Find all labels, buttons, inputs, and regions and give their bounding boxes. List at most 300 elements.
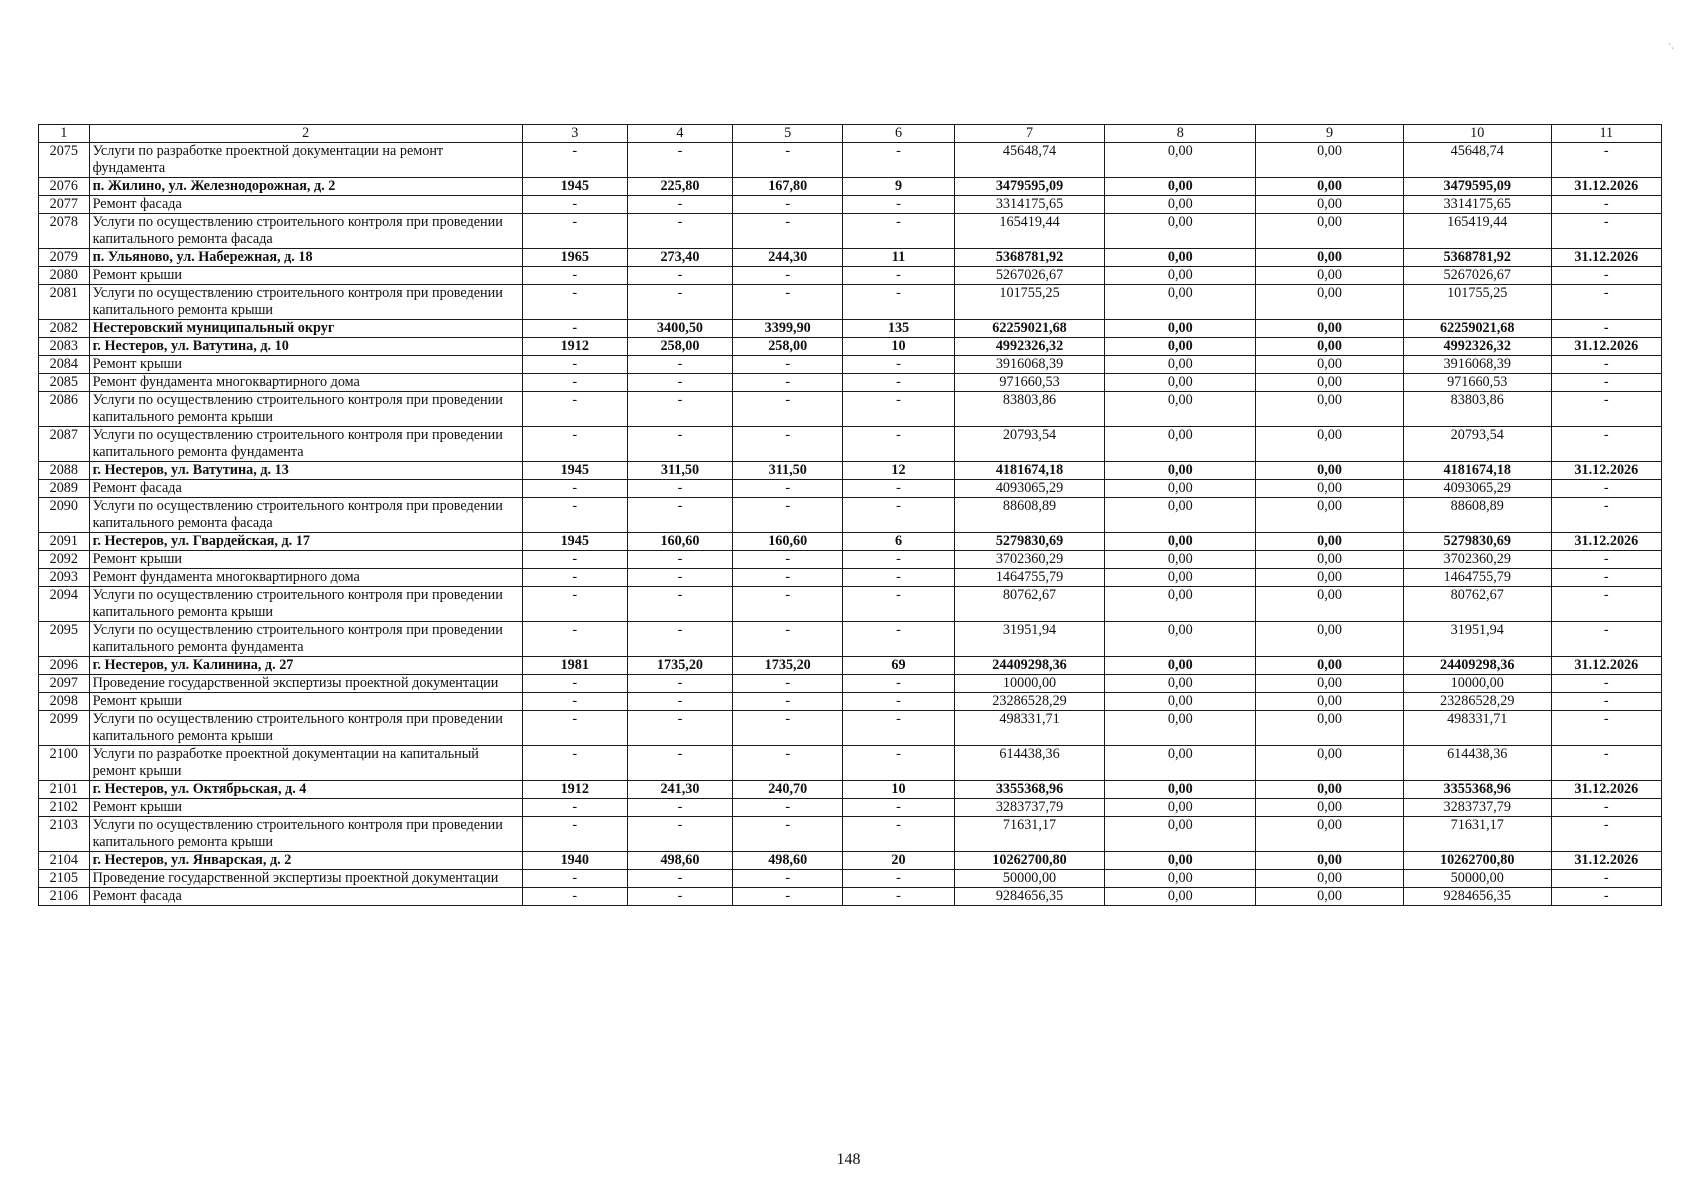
col-8-cell: 0,00 — [1105, 480, 1256, 498]
table-row — [39, 693, 1662, 711]
col-3-cell: - — [522, 285, 627, 320]
col-8-cell: 0,00 — [1105, 888, 1256, 906]
col-10-cell: 101755,25 — [1403, 285, 1551, 320]
col-11-cell: - — [1551, 498, 1661, 533]
col-5-cell: - — [733, 427, 843, 462]
table-row — [39, 498, 1662, 533]
col-3-cell: - — [522, 870, 627, 888]
col-10-cell: 62259021,68 — [1403, 320, 1551, 338]
col-5-cell: - — [733, 498, 843, 533]
col-6-cell: - — [843, 356, 954, 374]
table-row — [39, 356, 1662, 374]
column-header: 2 — [89, 125, 522, 143]
col-6-cell: - — [843, 196, 954, 214]
col-7-cell: 9284656,35 — [954, 888, 1105, 906]
col-3-cell: - — [522, 392, 627, 427]
col-10-cell: 10000,00 — [1403, 675, 1551, 693]
col-8-cell: 0,00 — [1105, 285, 1256, 320]
column-header: 11 — [1551, 125, 1661, 143]
col-9-cell: 0,00 — [1256, 143, 1404, 178]
column-header: 1 — [39, 125, 90, 143]
col-7-cell: 3916068,39 — [954, 356, 1105, 374]
col-3-cell: - — [522, 693, 627, 711]
table-row-object — [39, 320, 1662, 338]
row-name: Ремонт крыши — [89, 799, 522, 817]
col-9-cell: 0,00 — [1256, 480, 1404, 498]
col-6-cell: - — [843, 427, 954, 462]
col-11-cell: 31.12.2026 — [1551, 781, 1661, 799]
col-5-cell: - — [733, 392, 843, 427]
col-3-cell: - — [522, 320, 627, 338]
col-9-cell: 0,00 — [1256, 551, 1404, 569]
row-name: Проведение государственной экспертизы проектной документации — [89, 870, 522, 888]
col-7-cell: 62259021,68 — [954, 320, 1105, 338]
col-8-cell: 0,00 — [1105, 587, 1256, 622]
col-6-cell: - — [843, 267, 954, 285]
col-8-cell: 0,00 — [1105, 374, 1256, 392]
row-name: Ремонт крыши — [89, 551, 522, 569]
col-8-cell: 0,00 — [1105, 711, 1256, 746]
table-row — [39, 214, 1662, 249]
table-row — [39, 711, 1662, 746]
col-10-cell: 83803,86 — [1403, 392, 1551, 427]
col-10-cell: 71631,17 — [1403, 817, 1551, 852]
col-9-cell: 0,00 — [1256, 569, 1404, 587]
col-10-cell: 3314175,65 — [1403, 196, 1551, 214]
col-4-cell: - — [627, 675, 732, 693]
col-6-cell: - — [843, 143, 954, 178]
table-row — [39, 870, 1662, 888]
col-9-cell: 0,00 — [1256, 392, 1404, 427]
row-number: 2086 — [39, 392, 90, 427]
col-4-cell: - — [627, 285, 732, 320]
col-10-cell: 3702360,29 — [1403, 551, 1551, 569]
col-7-cell: 3283737,79 — [954, 799, 1105, 817]
col-4-cell: - — [627, 214, 732, 249]
table-row — [39, 392, 1662, 427]
column-header: 6 — [843, 125, 954, 143]
col-3-cell: - — [522, 214, 627, 249]
col-11-cell: - — [1551, 622, 1661, 657]
row-number: 2099 — [39, 711, 90, 746]
table-row — [39, 267, 1662, 285]
col-11-cell: - — [1551, 799, 1661, 817]
col-5-cell: - — [733, 374, 843, 392]
col-10-cell: 50000,00 — [1403, 870, 1551, 888]
col-3-cell: 1912 — [522, 781, 627, 799]
col-7-cell: 80762,67 — [954, 587, 1105, 622]
col-5-cell: - — [733, 587, 843, 622]
row-name: Услуги по разработке проектной документации на капитальный ремонт крыши — [89, 746, 522, 781]
col-9-cell: 0,00 — [1256, 711, 1404, 746]
col-11-cell: - — [1551, 214, 1661, 249]
col-4-cell: - — [627, 196, 732, 214]
col-9-cell: 0,00 — [1256, 320, 1404, 338]
col-9-cell: 0,00 — [1256, 622, 1404, 657]
row-name: г. Нестеров, ул. Ватутина, д. 10 — [89, 338, 522, 356]
col-9-cell: 0,00 — [1256, 781, 1404, 799]
col-10-cell: 165419,44 — [1403, 214, 1551, 249]
row-number: 2089 — [39, 480, 90, 498]
col-4-cell: - — [627, 569, 732, 587]
row-number: 2088 — [39, 462, 90, 480]
table-row — [39, 143, 1662, 178]
col-8-cell: 0,00 — [1105, 214, 1256, 249]
table-row — [39, 587, 1662, 622]
col-10-cell: 88608,89 — [1403, 498, 1551, 533]
col-6-cell: 135 — [843, 320, 954, 338]
col-10-cell: 45648,74 — [1403, 143, 1551, 178]
col-6-cell: - — [843, 214, 954, 249]
col-6-cell: 9 — [843, 178, 954, 196]
col-11-cell: 31.12.2026 — [1551, 178, 1661, 196]
col-5-cell: - — [733, 711, 843, 746]
col-4-cell: 160,60 — [627, 533, 732, 551]
col-11-cell: - — [1551, 746, 1661, 781]
col-4-cell: 1735,20 — [627, 657, 732, 675]
col-9-cell: 0,00 — [1256, 178, 1404, 196]
col-4-cell: - — [627, 817, 732, 852]
col-8-cell: 0,00 — [1105, 657, 1256, 675]
row-name: Услуги по осуществлению строительного контроля при проведении капитального ремонта фасада — [89, 498, 522, 533]
col-7-cell: 50000,00 — [954, 870, 1105, 888]
col-5-cell: 240,70 — [733, 781, 843, 799]
col-8-cell: 0,00 — [1105, 799, 1256, 817]
col-4-cell: 498,60 — [627, 852, 732, 870]
col-6-cell: - — [843, 799, 954, 817]
col-9-cell: 0,00 — [1256, 285, 1404, 320]
col-3-cell: 1945 — [522, 178, 627, 196]
row-name: Услуги по осуществлению строительного контроля при проведении капитального ремонта фасада — [89, 214, 522, 249]
col-6-cell: - — [843, 675, 954, 693]
col-5-cell: 1735,20 — [733, 657, 843, 675]
col-8-cell: 0,00 — [1105, 392, 1256, 427]
col-9-cell: 0,00 — [1256, 196, 1404, 214]
column-header: 8 — [1105, 125, 1256, 143]
col-3-cell: 1912 — [522, 338, 627, 356]
col-6-cell: 20 — [843, 852, 954, 870]
col-5-cell: 258,00 — [733, 338, 843, 356]
table-row — [39, 427, 1662, 462]
row-number: 2079 — [39, 249, 90, 267]
col-7-cell: 614438,36 — [954, 746, 1105, 781]
col-5-cell: 160,60 — [733, 533, 843, 551]
col-10-cell: 3479595,09 — [1403, 178, 1551, 196]
col-8-cell: 0,00 — [1105, 569, 1256, 587]
col-5-cell: - — [733, 746, 843, 781]
col-8-cell: 0,00 — [1105, 817, 1256, 852]
col-3-cell: - — [522, 569, 627, 587]
col-4-cell: - — [627, 267, 732, 285]
table-row — [39, 551, 1662, 569]
col-8-cell: 0,00 — [1105, 143, 1256, 178]
row-number: 2095 — [39, 622, 90, 657]
col-10-cell: 5368781,92 — [1403, 249, 1551, 267]
row-number: 2093 — [39, 569, 90, 587]
col-11-cell: - — [1551, 427, 1661, 462]
row-name: п. Ульяново, ул. Набережная, д. 18 — [89, 249, 522, 267]
table-row-object — [39, 781, 1662, 799]
col-6-cell: - — [843, 392, 954, 427]
col-5-cell: - — [733, 569, 843, 587]
col-4-cell: - — [627, 799, 732, 817]
col-6-cell: - — [843, 587, 954, 622]
col-8-cell: 0,00 — [1105, 870, 1256, 888]
col-4-cell: - — [627, 693, 732, 711]
column-header: 5 — [733, 125, 843, 143]
col-4-cell: 3400,50 — [627, 320, 732, 338]
col-7-cell: 31951,94 — [954, 622, 1105, 657]
col-4-cell: - — [627, 746, 732, 781]
col-7-cell: 498331,71 — [954, 711, 1105, 746]
col-7-cell: 5267026,67 — [954, 267, 1105, 285]
col-10-cell: 614438,36 — [1403, 746, 1551, 781]
col-6-cell: - — [843, 374, 954, 392]
row-number: 2098 — [39, 693, 90, 711]
col-9-cell: 0,00 — [1256, 338, 1404, 356]
col-8-cell: 0,00 — [1105, 746, 1256, 781]
col-11-cell: - — [1551, 285, 1661, 320]
column-number-row — [39, 125, 1662, 143]
scan-speck: ˋ˴ — [1668, 42, 1674, 52]
row-number: 2106 — [39, 888, 90, 906]
col-11-cell: - — [1551, 374, 1661, 392]
col-3-cell: - — [522, 143, 627, 178]
col-9-cell: 0,00 — [1256, 746, 1404, 781]
col-8-cell: 0,00 — [1105, 320, 1256, 338]
col-5-cell: - — [733, 285, 843, 320]
row-name: г. Нестеров, ул. Калинина, д. 27 — [89, 657, 522, 675]
col-3-cell: - — [522, 817, 627, 852]
col-6-cell: - — [843, 622, 954, 657]
col-9-cell: 0,00 — [1256, 267, 1404, 285]
col-3-cell: 1945 — [522, 533, 627, 551]
col-3-cell: - — [522, 551, 627, 569]
col-7-cell: 23286528,29 — [954, 693, 1105, 711]
col-11-cell: - — [1551, 392, 1661, 427]
col-7-cell: 71631,17 — [954, 817, 1105, 852]
col-6-cell: - — [843, 870, 954, 888]
col-5-cell: - — [733, 817, 843, 852]
table-row-object — [39, 178, 1662, 196]
col-6-cell: 11 — [843, 249, 954, 267]
col-6-cell: - — [843, 746, 954, 781]
row-name: Услуги по осуществлению строительного контроля при проведении капитального ремонта крыши — [89, 817, 522, 852]
col-11-cell: - — [1551, 870, 1661, 888]
register-rows — [39, 143, 1662, 906]
col-11-cell: - — [1551, 888, 1661, 906]
col-11-cell: - — [1551, 480, 1661, 498]
col-7-cell: 3702360,29 — [954, 551, 1105, 569]
col-7-cell: 10000,00 — [954, 675, 1105, 693]
col-6-cell: 12 — [843, 462, 954, 480]
col-6-cell: 10 — [843, 781, 954, 799]
table-row — [39, 817, 1662, 852]
table-row-object — [39, 249, 1662, 267]
col-6-cell: - — [843, 285, 954, 320]
col-4-cell: - — [627, 392, 732, 427]
row-name: Услуги по осуществлению строительного контроля при проведении капитального ремонта крыши — [89, 392, 522, 427]
col-3-cell: - — [522, 480, 627, 498]
col-9-cell: 0,00 — [1256, 587, 1404, 622]
col-11-cell: - — [1551, 267, 1661, 285]
row-number: 2103 — [39, 817, 90, 852]
col-10-cell: 3916068,39 — [1403, 356, 1551, 374]
col-11-cell: 31.12.2026 — [1551, 338, 1661, 356]
row-number: 2084 — [39, 356, 90, 374]
col-9-cell: 0,00 — [1256, 657, 1404, 675]
col-8-cell: 0,00 — [1105, 267, 1256, 285]
column-header: 9 — [1256, 125, 1404, 143]
register-sheet — [38, 124, 1662, 906]
col-4-cell: 225,80 — [627, 178, 732, 196]
col-10-cell: 5279830,69 — [1403, 533, 1551, 551]
col-7-cell: 10262700,80 — [954, 852, 1105, 870]
col-5-cell: 3399,90 — [733, 320, 843, 338]
page-number: 148 — [836, 1151, 861, 1168]
col-11-cell: - — [1551, 817, 1661, 852]
col-7-cell: 5368781,92 — [954, 249, 1105, 267]
col-4-cell: - — [627, 374, 732, 392]
row-name: Ремонт крыши — [89, 267, 522, 285]
row-name: Услуги по осуществлению строительного контроля при проведении капитального ремонта крыши — [89, 285, 522, 320]
col-7-cell: 24409298,36 — [954, 657, 1105, 675]
col-5-cell: - — [733, 551, 843, 569]
col-5-cell: - — [733, 675, 843, 693]
col-7-cell: 5279830,69 — [954, 533, 1105, 551]
row-name: Ремонт фасада — [89, 196, 522, 214]
col-3-cell: - — [522, 746, 627, 781]
col-10-cell: 24409298,36 — [1403, 657, 1551, 675]
row-number: 2104 — [39, 852, 90, 870]
col-9-cell: 0,00 — [1256, 870, 1404, 888]
col-7-cell: 165419,44 — [954, 214, 1105, 249]
col-3-cell: - — [522, 799, 627, 817]
row-name: г. Нестеров, ул. Ватутина, д. 13 — [89, 462, 522, 480]
row-number: 2085 — [39, 374, 90, 392]
table-row — [39, 888, 1662, 906]
register-table — [38, 124, 1662, 906]
row-name: Услуги по осуществлению строительного контроля при проведении капитального ремонта фундамента — [89, 427, 522, 462]
col-10-cell: 4093065,29 — [1403, 480, 1551, 498]
col-3-cell: - — [522, 356, 627, 374]
col-11-cell: - — [1551, 356, 1661, 374]
col-4-cell: - — [627, 870, 732, 888]
col-5-cell: 311,50 — [733, 462, 843, 480]
col-11-cell: 31.12.2026 — [1551, 462, 1661, 480]
col-8-cell: 0,00 — [1105, 533, 1256, 551]
row-number: 2097 — [39, 675, 90, 693]
col-11-cell: - — [1551, 675, 1661, 693]
col-5-cell: - — [733, 196, 843, 214]
col-7-cell: 4992326,32 — [954, 338, 1105, 356]
col-9-cell: 0,00 — [1256, 356, 1404, 374]
row-number: 2080 — [39, 267, 90, 285]
row-number: 2090 — [39, 498, 90, 533]
col-8-cell: 0,00 — [1105, 178, 1256, 196]
col-10-cell: 3283737,79 — [1403, 799, 1551, 817]
table-row-object — [39, 657, 1662, 675]
col-3-cell: - — [522, 587, 627, 622]
col-7-cell: 4181674,18 — [954, 462, 1105, 480]
row-name: Услуги по осуществлению строительного контроля при проведении капитального ремонта крыши — [89, 587, 522, 622]
col-9-cell: 0,00 — [1256, 533, 1404, 551]
col-11-cell: - — [1551, 320, 1661, 338]
col-5-cell: 244,30 — [733, 249, 843, 267]
col-9-cell: 0,00 — [1256, 852, 1404, 870]
col-11-cell: - — [1551, 551, 1661, 569]
row-number: 2096 — [39, 657, 90, 675]
col-3-cell: 1945 — [522, 462, 627, 480]
row-number: 2101 — [39, 781, 90, 799]
table-row-object — [39, 533, 1662, 551]
col-10-cell: 10262700,80 — [1403, 852, 1551, 870]
col-4-cell: 273,40 — [627, 249, 732, 267]
col-8-cell: 0,00 — [1105, 462, 1256, 480]
col-6-cell: - — [843, 693, 954, 711]
row-name: Ремонт крыши — [89, 356, 522, 374]
col-5-cell: - — [733, 356, 843, 374]
col-7-cell: 20793,54 — [954, 427, 1105, 462]
col-11-cell: 31.12.2026 — [1551, 533, 1661, 551]
row-number: 2105 — [39, 870, 90, 888]
col-6-cell: 10 — [843, 338, 954, 356]
col-5-cell: - — [733, 888, 843, 906]
col-11-cell: 31.12.2026 — [1551, 249, 1661, 267]
col-6-cell: - — [843, 551, 954, 569]
col-5-cell: - — [733, 693, 843, 711]
col-6-cell: - — [843, 480, 954, 498]
col-7-cell: 4093065,29 — [954, 480, 1105, 498]
col-9-cell: 0,00 — [1256, 214, 1404, 249]
row-name: Услуги по разработке проектной документации на ремонт фундамента — [89, 143, 522, 178]
col-10-cell: 80762,67 — [1403, 587, 1551, 622]
col-10-cell: 20793,54 — [1403, 427, 1551, 462]
column-header: 3 — [522, 125, 627, 143]
col-4-cell: 258,00 — [627, 338, 732, 356]
col-8-cell: 0,00 — [1105, 338, 1256, 356]
col-6-cell: - — [843, 569, 954, 587]
row-name: Проведение государственной экспертизы проектной документации — [89, 675, 522, 693]
col-11-cell: - — [1551, 569, 1661, 587]
row-number: 2076 — [39, 178, 90, 196]
column-header: 7 — [954, 125, 1105, 143]
col-5-cell: - — [733, 143, 843, 178]
col-9-cell: 0,00 — [1256, 249, 1404, 267]
col-3-cell: - — [522, 622, 627, 657]
col-7-cell: 971660,53 — [954, 374, 1105, 392]
col-6-cell: - — [843, 817, 954, 852]
col-4-cell: 311,50 — [627, 462, 732, 480]
col-8-cell: 0,00 — [1105, 427, 1256, 462]
col-11-cell: 31.12.2026 — [1551, 657, 1661, 675]
col-9-cell: 0,00 — [1256, 427, 1404, 462]
row-name: Ремонт фундамента многоквартирного дома — [89, 569, 522, 587]
row-number: 2082 — [39, 320, 90, 338]
col-10-cell: 5267026,67 — [1403, 267, 1551, 285]
col-3-cell: - — [522, 711, 627, 746]
col-11-cell: - — [1551, 587, 1661, 622]
row-name: Ремонт фасада — [89, 480, 522, 498]
col-8-cell: 0,00 — [1105, 622, 1256, 657]
row-number: 2083 — [39, 338, 90, 356]
row-name: Ремонт фундамента многоквартирного дома — [89, 374, 522, 392]
col-11-cell: - — [1551, 196, 1661, 214]
table-row — [39, 746, 1662, 781]
col-3-cell: 1965 — [522, 249, 627, 267]
col-5-cell: - — [733, 870, 843, 888]
col-10-cell: 31951,94 — [1403, 622, 1551, 657]
